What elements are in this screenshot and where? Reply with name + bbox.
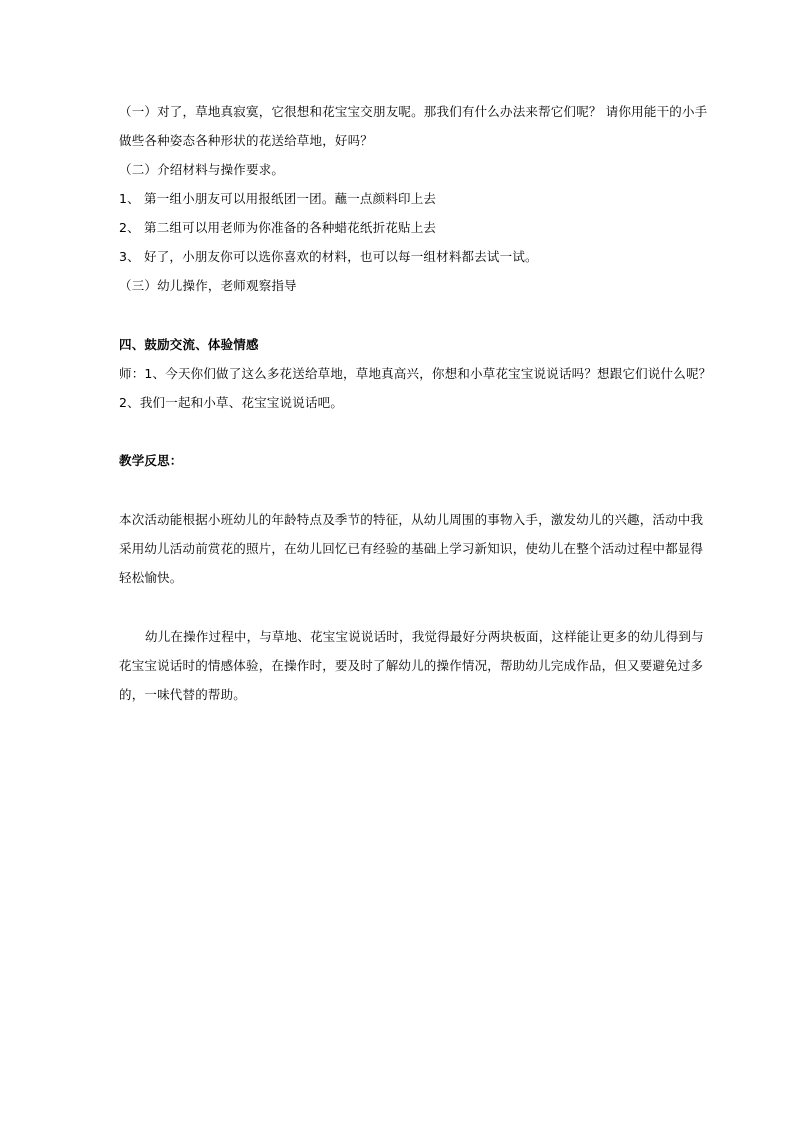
list-item: 2、 第二组可以用老师为你准备的各种蜡花纸折花贴上去	[119, 220, 437, 235]
paragraph-line: 做些各种姿态各种形状的花送给草地，好吗？	[119, 133, 374, 148]
list-item: 1、 第一组小朋友可以用报纸团一团。蘸一点颜料印上去	[119, 191, 437, 206]
paragraph-line: 轻松愉快。	[119, 570, 183, 585]
paragraph-line: 的，一味代替的帮助。	[119, 687, 247, 702]
paragraph-line: 幼儿在操作过程中，与草地、花宝宝说说话时，我觉得最好分两块板面，这样能让更多的幼儿得到与	[145, 629, 704, 644]
paragraph-line: 采用幼儿活动前赏花的照片，在幼儿回忆已有经验的基础上学习新知识，使幼儿在整个活动过程中都显得	[119, 541, 704, 556]
paragraph-line: 师：1、今天你们做了这么多花送给草地，草地真高兴，你想和小草花宝宝说说话吗？想跟它们说什么呢？	[119, 366, 712, 381]
paragraph-line: （三）幼儿操作，老师观察指导	[119, 278, 297, 293]
reflection-heading: 教学反思：	[119, 453, 183, 468]
section-heading: 四、鼓励交流、体验情感	[119, 337, 259, 352]
paragraph-line: （一）对了，草地真寂寞，它很想和花宝宝交朋友呢。那我们有什么办法来帮它们呢？ 请你用能干的小手	[119, 104, 708, 119]
paragraph-line: （二）介绍材料与操作要求。	[119, 162, 285, 177]
paragraph-line: 花宝宝说话时的情感体验，在操作时，要及时了解幼儿的操作情况，帮助幼儿完成作品，但又要避免过多	[119, 658, 704, 673]
paragraph-line: 本次活动能根据小班幼儿的年龄特点及季节的特征，从幼儿周围的事物入手，激发幼儿的兴趣，活动中我	[119, 512, 704, 527]
paragraph-line: 2、我们一起和小草、花宝宝说说话吧。	[119, 395, 344, 410]
list-item: 3、 好了，小朋友你可以选你喜欢的材料，也可以每一组材料都去试一试。	[119, 249, 538, 264]
